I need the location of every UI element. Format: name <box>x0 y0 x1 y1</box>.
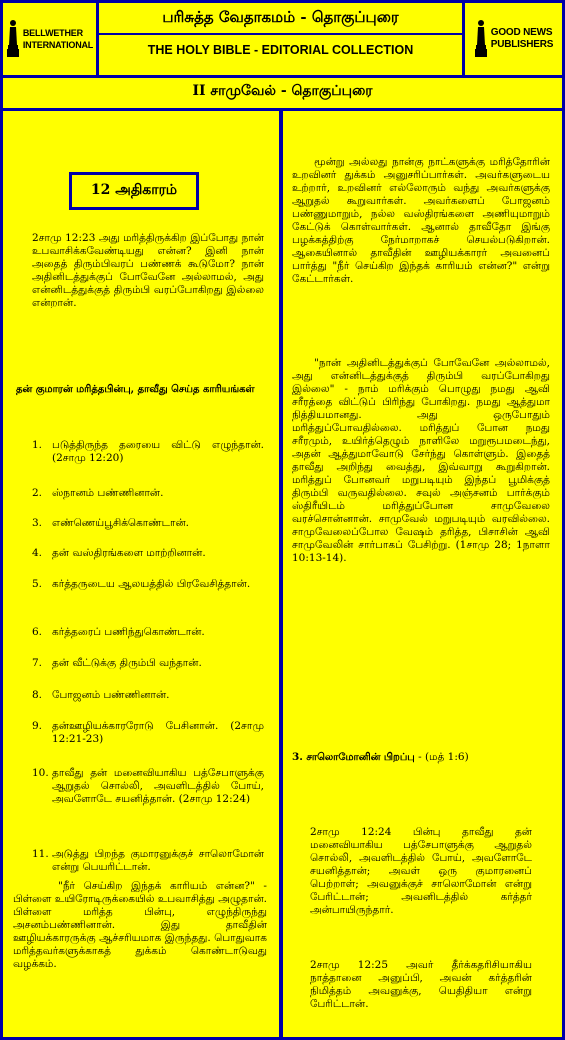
statue-icon <box>6 19 20 59</box>
list-text: படுத்திருந்த தரையை விட்டு எழுந்தான். (2சாமு 12:20) <box>52 439 264 464</box>
list-number: 2. <box>32 487 43 499</box>
statue-icon <box>474 19 488 59</box>
list-text: தன் வஸ்திரங்களை மாற்றினான். <box>52 547 206 559</box>
intro-verse: 2சாமு 12:23 அது மரித்திருக்கிற இப்போது நான் உபவாசிக்கவேண்டியது என்ன? இனி நான் அதைத் திரும்பிவரப் பண்ணக் கூடுமோ? நான் அதினிடத்துக்குப் போவேனே அல்லாமல், அது என்னிடத்துக்குத் திரும்பி வரப்போகிறது இல்லை என்றான். <box>32 232 264 309</box>
list-item <box>32 720 264 746</box>
list-item <box>32 439 264 465</box>
tamil-title: பரிசுத்த வேதாகமம் - தொகுப்புரை <box>162 8 399 26</box>
list-item <box>32 578 264 591</box>
section-3-title: சாலொமோனின் பிறப்பு <box>306 752 415 763</box>
list-text: கர்த்தருடைய ஆலயத்தில் பிரவேசித்தான். <box>52 578 251 590</box>
section-3-reference: - (மத் 1:6) <box>418 751 469 763</box>
bellwether-logo <box>3 3 96 75</box>
right-logo-line2: PUBLISHERS <box>490 39 554 50</box>
right-logo-line1: GOOD NEWS <box>490 27 553 38</box>
list-item <box>32 517 264 530</box>
header-title-block <box>99 3 462 75</box>
list-number: 4. <box>32 547 43 559</box>
chapter-heading: 12 அதிகாரம் <box>90 182 178 198</box>
good-news-logo <box>465 3 562 75</box>
list-number: 3. <box>32 517 43 529</box>
list-number: 10. <box>32 767 49 779</box>
list-item <box>32 689 264 702</box>
book-subtitle: II சாமுவேல் - தொகுப்புரை <box>3 78 562 108</box>
list-text: போஜனம் பண்ணினான். <box>52 689 170 701</box>
list-text: தன்ஊழியக்காரரோடு பேசினான். (2சாமு 12:21-23) <box>52 720 264 745</box>
verse-12-25: 2சாமு 12:25 அவர் தீர்க்கதரிசியாகிய நாத்தானை அனுப்பி, அவன் கர்த்தரின் நிமித்தம் அவனுக்கு, யெதிதியா என்று பேரிட்டான். <box>310 959 532 1010</box>
list-item <box>32 767 264 806</box>
list-item <box>32 626 264 639</box>
list-number: 7. <box>32 657 43 669</box>
list-item <box>32 848 264 874</box>
list-number: 6. <box>32 626 43 638</box>
list-text: எண்ணெய்பூசிக்கொண்டான். <box>52 517 190 529</box>
list-item <box>32 487 264 500</box>
list-text: தன் வீட்டுக்கு திரும்பி வந்தான். <box>52 657 202 669</box>
list-text: அடுத்து பிறந்த குமாரனுக்குச் சாலொமோன் என்று பெயரிட்டான். <box>52 848 264 873</box>
right-paragraph-2: "நான் அதினிடத்துக்குப் போவேனே அல்லாமல், அது என்னிடத்துக்குத் திரும்பி வரப்போகிறது இல்லை" - நாம் மரிக்கும் பொழுது நமது ஆவி சரீரத்தை விட்டுப் பிரிந்து போகிறது. நமது ஆத்துமா நித்தியமானது. அது ஒருபோதும் மரித்துப்போவதில்லை. மரித்துப் போன நமது சரீரமும், உயிர்த்தெழும் நாளிலே மறுரூபமடைந்து, அதன் ஆத்துமாவோடு சேர்ந்து கொள்ளும். இதைத் தாவீது அறிந்து வைத்து, இவ்வாறு கூறுகிறான். மரித்துப் போனவர் மறுபடியும் இந்தப் பூமிக்குத் திரும்பி வருவதில்லை. சவுல் அஞ்சனம் பார்க்கும் ஸ்திரீயிடம் மரித்துப்போன சாமுவேலை வரச்சொன்னான். சாமுவேல் மறுபடியும் வரவில்லை. சாமுவேலைப்போல வேஷம் தரித்த, பிசாசின் ஆவி சாமுவேலின் சார்பாகப் பேசிற்று. (1சாமு 28; 1நாளா 10:13-14). <box>292 357 550 564</box>
list-number: 1. <box>32 439 43 451</box>
left-logo-line1: BELLWETHER <box>22 28 83 38</box>
right-paragraph-1: மூன்று அல்லது நான்கு நாட்களுக்கு மரித்தோரின் உறவினர் துக்கம் அனுசரிப்பார்கள். அவர்களுடைய உற்றார், உறவினர் எல்லோரும் வந்து அவர்களுக்கு ஆறுதல் கூறுவார்கள். அவர்களைப் போஜனம் பண்ணுமாறும், நல்ல வஸ்திரங்களை அணியுமாறும் கேட்டுக் கொள்வார்கள். ஆனால் தாவீதோ இங்கு பழக்கத்திற்கு நேர்மாறாகச் செயல்படுகிறான். ஆகையினால் தாவீதின் ஊழியக்காரர் அவனைப் பார்த்து "நீர் செய்கிற இந்தக் காரியம் என்ன?" என்று கேட்டார்கள். <box>292 156 550 285</box>
list-number: 11. <box>32 848 49 860</box>
list-number: 8. <box>32 689 43 701</box>
left-logo-line2: INTERNATIONAL <box>22 40 94 50</box>
list-text: தாவீது தன் மனைவியாகிய பத்சேபாளுக்கு ஆறுதல் சொல்லி, அவளிடத்தில் போய், அவளோடே சயனித்தான். (2சாமு 12:24) <box>52 767 264 805</box>
section-3-number: 3. <box>292 751 303 763</box>
section-heading: தன் குமாரன் மரித்தபின்பு, தாவீது செய்த காரியங்கள் <box>16 384 255 395</box>
chapter-heading-box <box>69 172 199 210</box>
list-text: ஸ்நானம் பண்ணினான். <box>52 487 164 499</box>
verse-12-24: 2சாமு 12:24 பின்பு தாவீது தன் மனைவியாகிய பத்சேபாளுக்கு ஆறுதல் சொல்லி, அவளிடத்தில் போய், அவளோடே சயனித்தான்; அவள் ஒரு குமாரனைப் பெற்றாள்; அவனுக்குச் சாலொமோன் என்று பேரிட்டான்; அவனிடத்தில் கர்த்தர் அன்பாயிருந்தார். <box>310 826 532 916</box>
list-number: 5. <box>32 578 43 590</box>
section-3-heading <box>292 751 550 764</box>
english-title: THE HOLY BIBLE - EDITORIAL COLLECTION <box>99 33 462 68</box>
list-item <box>32 547 264 560</box>
list-item <box>32 657 264 670</box>
list-number: 9. <box>32 720 43 732</box>
closing-paragraph: "நீர் செய்கிற இந்தக் காரியம் என்ன?" - பிள்ளை உயிரோடிருக்கையில் உபவாசித்து அழுதான். பிள்ளை மரித்த பின்பு, எழுந்திருந்து அசனம்பண்ணினான். இது தாவீதின் ஊழியக்காரருக்கு ஆச்சரியமாக இருந்தது. பொதுவாக மரித்தவர்களுக்காகத் துக்கம் கொண்டாடுவது வழக்கம். <box>13 880 267 970</box>
list-text: கர்த்தரைப் பணிந்துகொண்டான். <box>52 626 205 638</box>
